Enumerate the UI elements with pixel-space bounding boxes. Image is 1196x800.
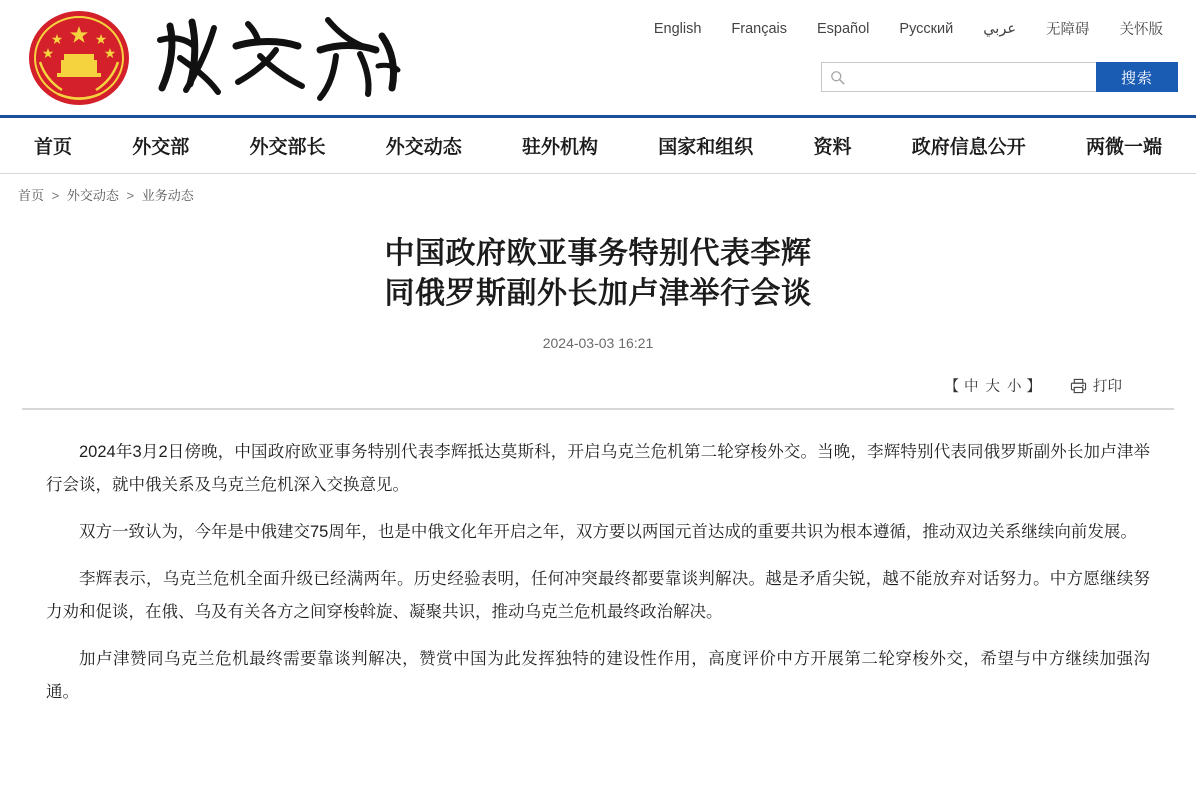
publish-date: 2024-03-03 16:21 bbox=[542, 335, 654, 352]
lang-espanol[interactable]: Español bbox=[817, 20, 870, 37]
breadcrumb-separator: > bbox=[126, 188, 135, 203]
nav-item-news[interactable]: 外交动态 bbox=[385, 137, 462, 158]
breadcrumb-item-business-news[interactable]: 业务动态 bbox=[141, 188, 194, 203]
font-size-controls bbox=[945, 375, 1045, 396]
print-label: 打印 bbox=[1093, 379, 1122, 396]
page-title bbox=[22, 234, 1174, 313]
accessibility-link[interactable]: 无障碍 bbox=[1046, 22, 1090, 38]
search-button[interactable]: 搜索 bbox=[1096, 62, 1178, 92]
language-bar bbox=[639, 16, 1178, 41]
nav-item-minister[interactable]: 外交部长 bbox=[249, 137, 326, 158]
nav-item-resources[interactable]: 资料 bbox=[813, 137, 852, 158]
nav-item-ministry[interactable]: 外交部 bbox=[132, 137, 190, 158]
breadcrumb-separator: > bbox=[51, 188, 60, 203]
national-emblem-icon bbox=[26, 8, 132, 108]
page-title-line-2: 同俄罗斯副外长加卢津举行会谈 bbox=[384, 276, 812, 310]
article-body bbox=[22, 410, 1174, 709]
nav-item-government-info[interactable]: 政府信息公开 bbox=[911, 137, 1026, 158]
print-button[interactable] bbox=[1070, 375, 1122, 396]
article-paragraph: 加卢津赞同乌克兰危机最终需要靠谈判解决，赞赏中国为此发挥独特的建设性作用，高度评价中方开展第二轮穿梭外交，希望与中方继续加强沟通。 bbox=[46, 650, 1150, 702]
nav-item-countries[interactable]: 国家和组织 bbox=[658, 137, 754, 158]
printer-icon bbox=[1070, 378, 1087, 394]
font-size-small[interactable]: 小 bbox=[1007, 379, 1025, 396]
ministry-wordmark[interactable] bbox=[152, 6, 402, 110]
nav-item-missions[interactable]: 驻外机构 bbox=[522, 137, 599, 158]
search-bar bbox=[821, 62, 1178, 92]
article-tools bbox=[22, 375, 1174, 396]
breadcrumb-item-home[interactable]: 首页 bbox=[18, 188, 45, 203]
article-paragraph: 李辉表示，乌克兰危机全面升级已经满两年。历史经验表明，任何冲突最终都要靠谈判解决。越是矛盾尖锐，越不能放弃对话努力。中方愿继续努力劝和促谈，在俄、乌及有关各方之间穿梭斡旋、凝聚共识，推动乌克兰危机最终政治解决。 bbox=[46, 570, 1150, 622]
article-paragraph: 双方一致认为，今年是中俄建交75周年，也是中俄文化年开启之年，双方要以两国元首达成的重要共识为根本遵循，推动双边关系继续向前发展。 bbox=[79, 523, 1137, 542]
page-title-line-1: 中国政府欧亚事务特别代表李辉 bbox=[384, 237, 812, 270]
bracket-right: 】 bbox=[1026, 379, 1044, 396]
font-size-large[interactable]: 大 bbox=[985, 379, 1003, 396]
nav-item-home[interactable]: 首页 bbox=[34, 137, 73, 158]
search-box[interactable] bbox=[821, 62, 1096, 92]
lang-russian[interactable]: Русский bbox=[899, 20, 954, 37]
lang-arabic[interactable]: عربي bbox=[983, 20, 1016, 37]
site-header bbox=[0, 0, 1196, 118]
lang-francais[interactable]: Français bbox=[731, 20, 787, 37]
search-icon bbox=[830, 70, 845, 85]
lang-english[interactable]: English bbox=[653, 20, 702, 37]
article bbox=[0, 234, 1196, 709]
bracket-left: 【 bbox=[944, 379, 962, 396]
breadcrumb bbox=[0, 174, 1196, 212]
article-paragraph: 2024年3月2日傍晚，中国政府欧亚事务特别代表李辉抵达莫斯科，开启乌克兰危机第二轮穿梭外交。当晚，李辉特别代表同俄罗斯副外长加卢津举行会谈，就中俄关系及乌克兰危机深入交换意见。 bbox=[46, 443, 1150, 495]
breadcrumb-item-news[interactable]: 外交动态 bbox=[66, 188, 119, 203]
search-input[interactable] bbox=[845, 64, 1096, 90]
main-navigation bbox=[0, 118, 1196, 174]
care-version-link[interactable]: 关怀版 bbox=[1119, 22, 1163, 38]
font-size-medium[interactable]: 中 bbox=[964, 379, 982, 396]
nav-item-social-media[interactable]: 两微一端 bbox=[1086, 137, 1163, 158]
